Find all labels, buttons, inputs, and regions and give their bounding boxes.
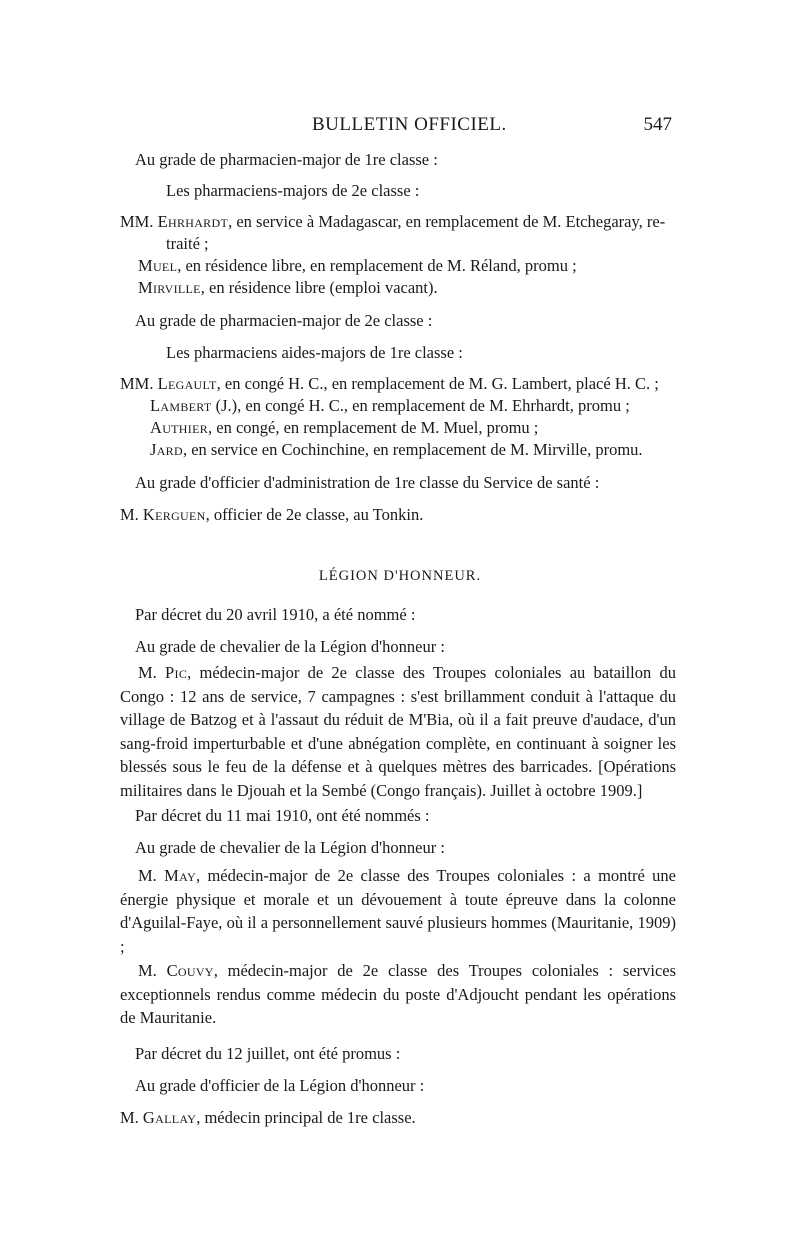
nomination-entry	[120, 212, 665, 232]
person-name: Gallay	[142, 1108, 197, 1127]
nomination-entry	[138, 256, 577, 276]
nomination-entry	[150, 418, 538, 438]
person-name: Mirville	[138, 278, 201, 297]
entry-text: , médecin-major de 2e classe des Troupes coloniales : services exceptionnels rendus comme médecin du poste d'Adjoucht pendant les opérations de Mauritanie.	[120, 961, 677, 1027]
person-name: Pic	[165, 663, 188, 682]
person-name: May	[164, 866, 196, 885]
entry-text: , en congé, en remplacement de M. Muel, promu ;	[208, 418, 539, 437]
entry-prefix: M.	[138, 866, 157, 885]
journal-title: BULLETIN OFFICIEL.	[312, 114, 507, 135]
person-name: Authier	[150, 418, 209, 437]
entry-text: , médecin-major de 2e classe des Troupes coloniales au bataillon du Congo : 12 ans de service, 7 campagnes : s'est brillamment conduit à l'attaque du village de Batzog et à l'assaut du réduit de M'Bia, où il a fait preuve d'audace, d'un sang-froid imperturbable et d'une abnégation complète, en continuant à soigner les blessés sous le feu de la défense et à quelques mètres des barricades. [Opérations militaires dans le Djouah et la Sembé (Congo français). Juillet à octobre 1909.]	[120, 663, 676, 800]
decree-line: Par décret du 20 avril 1910, a été nommé :	[135, 605, 416, 624]
entry-prefix: M.	[138, 663, 157, 682]
entry-text: , médecin-major de 2e classe des Troupes coloniales : a montré une énergie physique et morale et un dévouement à toute épreuve dans la colonne d'Aguilal-Faye, où il a personnellement sauvé plusieurs hommes (Mauritanie, 1909) ;	[120, 866, 676, 956]
grade-heading: Au grade de pharmacien-major de 2e classe :	[135, 311, 433, 330]
person-name: Kerguen	[142, 505, 206, 524]
entry-text: , officier de 2e classe, au Tonkin.	[205, 505, 424, 524]
entry-prefix: M.	[120, 505, 139, 524]
nomination-entry	[138, 278, 438, 298]
sub-heading: Les pharmaciens aides-majors de 1re classe :	[166, 343, 463, 362]
entry-prefix: MM.	[120, 374, 154, 393]
person-name: Ehrhardt	[157, 212, 229, 231]
nomination-entry	[120, 505, 423, 525]
section-heading: LÉGION D'HONNEUR.	[318, 568, 482, 584]
sub-heading: Les pharmaciens-majors de 2e classe :	[166, 181, 420, 200]
entry-prefix: M.	[138, 961, 157, 980]
person-name: Lambert	[150, 396, 212, 415]
nomination-entry	[120, 1108, 416, 1128]
entry-text: , en résidence libre, en remplacement de M. Réland, promu ;	[177, 256, 577, 275]
entry-text: , médecin principal de 1re classe.	[196, 1108, 416, 1127]
decree-line: Par décret du 11 mai 1910, ont été nommés :	[135, 806, 430, 825]
running-header	[0, 114, 800, 140]
entry-text: (J.), en congé H. C., en remplacement de M. Ehrhardt, promu ;	[211, 396, 630, 415]
entry-text: , en congé H. C., en remplacement de M. G. Lambert, placé H. C. ;	[216, 374, 659, 393]
nomination-entry	[150, 396, 630, 416]
person-name: Jard	[150, 440, 183, 459]
grade-heading: Au grade de pharmacien-major de 1re classe :	[135, 150, 438, 169]
person-name: Couvy	[166, 961, 214, 980]
entry-text: , en service à Madagascar, en remplacement de M. Etchegaray, re-	[228, 212, 666, 231]
decree-line: Par décret du 12 juillet, ont été promus :	[135, 1044, 401, 1063]
grade-heading: Au grade de chevalier de la Légion d'honneur :	[135, 838, 445, 857]
entry-text: , en résidence libre (emploi vacant).	[200, 278, 438, 297]
grade-heading: Au grade de chevalier de la Légion d'honneur :	[135, 637, 445, 656]
nomination-entry	[120, 374, 659, 394]
entry-continuation: traité ;	[166, 234, 209, 253]
page-number: 547	[643, 114, 672, 135]
entry-text: , en service en Cochinchine, en remplacement de M. Mirville, promu.	[182, 440, 643, 459]
entry-prefix: MM.	[120, 212, 154, 231]
entry-prefix: M.	[120, 1108, 139, 1127]
nomination-entry	[150, 440, 643, 460]
citation-paragraph	[120, 959, 676, 1030]
citation-paragraph	[120, 864, 676, 958]
grade-heading: Au grade d'officier d'administration de 1re classe du Service de santé :	[135, 473, 600, 492]
person-name: Muel	[138, 256, 178, 275]
citation-paragraph	[120, 661, 676, 802]
person-name: Legault	[157, 374, 217, 393]
grade-heading: Au grade d'officier de la Légion d'honneur :	[135, 1076, 425, 1095]
